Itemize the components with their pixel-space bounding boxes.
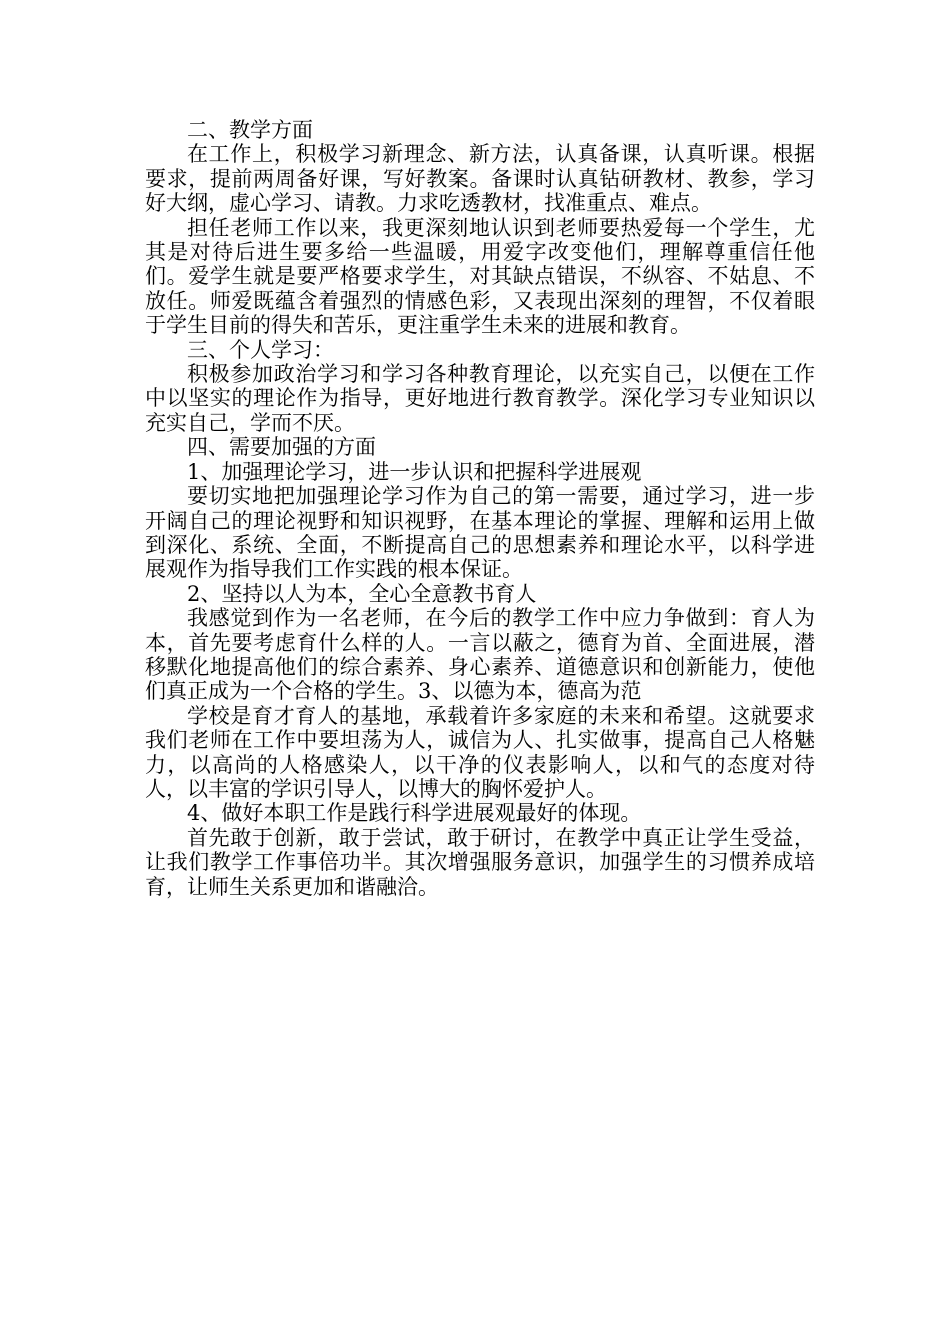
section-heading-teaching: 二、教学方面 xyxy=(187,118,313,142)
subheading-theory-study: 1、加强理论学习，进一步认识和把握科学进展观 xyxy=(187,459,642,484)
paragraph-people-oriented: 我感觉到作为一名老师，在今后的教学工作中应力争做到：育人为本，首先要考虑育什么样的人。一言以蔽之，德育为首、全面进展，潜移默化地提高他们的综合素养、身心素养、道德意识和创新能力，使他们真正成为一个合格的学生。3、以德为本，德高为范 xyxy=(145,606,815,704)
document-body xyxy=(145,118,815,899)
paragraph-love-students: 担任老师工作以来，我更深刻地认识到老师要热爱每一个学生，尤其是对待后进生要多给一些温暖，用爱字改变他们，理解尊重信任他们。爱学生就是要严格要求学生，对其缺点错误，不纵容、不姑息、不放任。师爱既蕴含着强烈的情感色彩，又表现出深刻的理智，不仅着眼于学生目前的得失和苦乐，更注重学生未来的进展和教育。 xyxy=(145,215,815,338)
section-heading-improvement: 四、需要加强的方面 xyxy=(187,435,376,460)
paragraph-theory-study: 要切实地把加强理论学习作为自己的第一需要，通过学习，进一步开阔自己的理论视野和知识视野，在基本理论的掌握、理解和运用上做到深化、系统、全面，不断提高自己的思想素养和理论水平，以科学进展观作为指导我们工作实践的根本保证。 xyxy=(145,484,815,582)
paragraph-teaching-work: 在工作上，积极学习新理念、新方法，认真备课，认真听课。根据要求，提前两周备好课，写好教案。备课时认真钻研教材、教参，学习好大纲，虚心学习、请教。力求吃透教材，找准重点、难点。 xyxy=(145,142,815,216)
paragraph-innovation: 首先敢于创新，敢于尝试，敢于研讨，在教学中真正让学生受益，让我们教学工作事倍功半。其次增强服务意识，加强学生的习惯养成培育，让师生关系更加和谐融洽。 xyxy=(145,825,815,899)
paragraph-personal-study: 积极参加政治学习和学习各种教育理论，以充实自己，以便在工作中以坚实的理论作为指导，更好地进行教育教学。深化学习专业知识以充实自己，学而不厌。 xyxy=(145,362,815,435)
section-heading-personal-study: 三、个人学习： xyxy=(187,337,334,362)
paragraph-school-role: 学校是育才育人的基地，承载着许多家庭的未来和希望。这就要求我们老师在工作中要坦荡为人，诚信为人、扎实做事，提高自己人格魅力，以高尚的人格感染人，以干净的仪表影响人，以和气的态度对待人，以丰富的学识引导人，以博大的胸怀爱护人。 xyxy=(145,703,815,801)
subheading-duty: 4、做好本职工作是践行科学进展观最好的体现。 xyxy=(187,801,642,826)
subheading-people-oriented: 2、坚持以人为本，全心全意教书育人 xyxy=(187,581,537,606)
